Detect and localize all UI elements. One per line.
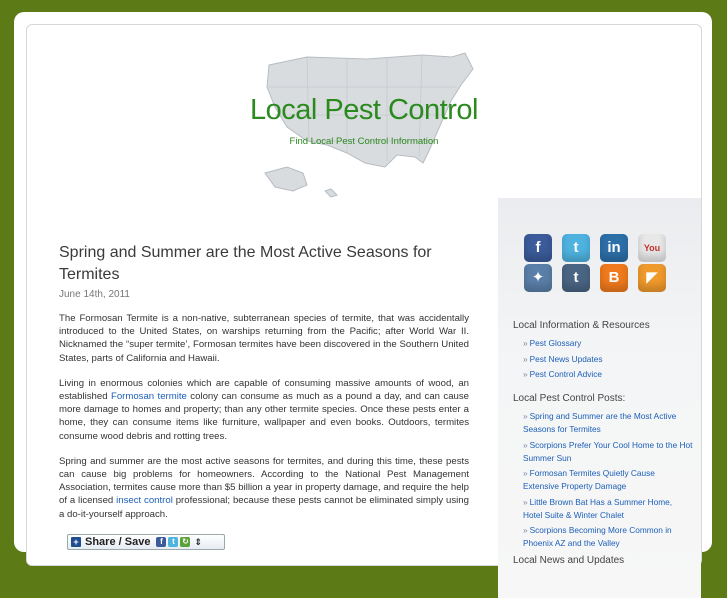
share-icon: ↻ bbox=[182, 537, 189, 546]
chevron-updown-icon: ⇕ bbox=[194, 536, 202, 547]
sidebar-link-label[interactable]: Pest Glossary bbox=[529, 338, 582, 348]
site-header bbox=[27, 25, 701, 200]
paragraph-text: Spring and summer are the most active seasons for termites, and during this time, these pests can cause big problems for homeowners. According to the National Pest Management Association, termites cause more than $5 billion a year in property damage, and require the help of a licensed bbox=[59, 455, 469, 507]
facebook-icon: f bbox=[156, 537, 166, 547]
sidebar-link-label[interactable]: Pest News Updates bbox=[529, 353, 603, 364]
post-link[interactable] bbox=[523, 439, 693, 465]
paragraph-text: Living in enormous colonies which are capable of consuming massive amounts of wood, an established bbox=[59, 377, 469, 403]
posts-title: Local Pest Control Posts: bbox=[513, 393, 626, 404]
linkedin-icon[interactable]: in bbox=[600, 234, 628, 262]
blogger-icon[interactable]: B bbox=[600, 264, 628, 292]
page-frame bbox=[14, 12, 712, 566]
post-link[interactable] bbox=[523, 524, 693, 550]
resource-link[interactable] bbox=[523, 353, 693, 366]
bullet-icon: » bbox=[523, 439, 528, 450]
post-paragraph bbox=[59, 377, 469, 443]
post-content bbox=[59, 242, 469, 521]
rss-icon[interactable]: ◤ bbox=[638, 264, 666, 292]
post-link[interactable] bbox=[523, 496, 693, 522]
twitter-icon[interactable]: t bbox=[562, 234, 590, 262]
sidebar bbox=[498, 198, 701, 598]
plus-icon: + bbox=[71, 537, 81, 547]
sidebar-link-label[interactable]: Pest Control Advice bbox=[529, 369, 603, 379]
resources-list bbox=[523, 337, 693, 384]
post-title[interactable]: Spring and Summer are the Most Active Seasons for Termites bbox=[59, 244, 432, 283]
post-paragraph: The Formosan Termite is a non-native, subterranean species of termite, that was accidentally introduced to the United States, on warships returning from the Pacific; after World War II. Nicknamed the “super termite’, Formosan termites have been discovered in the Southern United States, parts of California and Hawaii. bbox=[59, 313, 469, 364]
myspace-icon[interactable]: ✦ bbox=[524, 264, 552, 292]
resources-title: Local Information & Resources bbox=[513, 320, 650, 331]
bullet-icon: » bbox=[523, 338, 528, 348]
post-link[interactable] bbox=[523, 410, 693, 436]
resource-link[interactable] bbox=[523, 368, 693, 381]
twitter-icon: t bbox=[168, 537, 178, 547]
resource-link[interactable] bbox=[523, 337, 693, 350]
insect-control-link[interactable]: insect control bbox=[116, 495, 173, 507]
sidebar-link-label[interactable]: Scorpions Becoming More Common in Phoenix AZ and the Valley bbox=[523, 525, 672, 548]
share-save-label: Share / Save bbox=[85, 536, 151, 548]
formosan-termite-link[interactable]: Formosan termite bbox=[110, 391, 187, 403]
paragraph-text: professional; because these pests cannot be eliminated simply using a do-it-yourself approach. bbox=[59, 495, 469, 520]
sidebar-link-label[interactable]: Spring and Summer are the Most Active Seasons for Termites bbox=[523, 411, 677, 434]
bullet-icon: » bbox=[523, 468, 528, 478]
post-paragraph bbox=[59, 455, 469, 521]
page-container bbox=[26, 24, 702, 566]
post-link[interactable] bbox=[523, 467, 693, 493]
facebook-icon[interactable]: f bbox=[524, 234, 552, 262]
paragraph-text: colony can consume as much as a pound a day, and can cause more damage to homes and property; than any other termite species. Once these pests enter a home, they can consume items like furniture, wallpaper and even books. Outdoors, termites consume wood debris and rotting trees. bbox=[59, 391, 470, 442]
post-body bbox=[59, 312, 469, 521]
site-title[interactable]: Local Pest Control bbox=[250, 94, 478, 126]
sidebar-link-label[interactable]: Little Brown Bat Has a Summer Home, Hotel Suite & Winter Chalet bbox=[523, 496, 673, 520]
news-title: Local News and Updates bbox=[513, 555, 625, 566]
tumblr-icon[interactable]: t bbox=[562, 264, 590, 292]
bullet-icon: » bbox=[523, 496, 528, 507]
share-save-button[interactable] bbox=[67, 534, 225, 550]
site-tagline: Find Local Pest Control Information bbox=[289, 136, 439, 147]
bullet-icon: » bbox=[523, 369, 528, 379]
sidebar-link-label[interactable]: Scorpions Prefer Your Cool Home to the Hot Summer Sun bbox=[523, 439, 693, 463]
youtube-icon[interactable]: You bbox=[638, 234, 666, 262]
bullet-icon: » bbox=[523, 525, 528, 535]
post-date: June 14th, 2011 bbox=[59, 289, 130, 300]
bullet-icon: » bbox=[523, 411, 528, 421]
bullet-icon: » bbox=[523, 353, 528, 364]
posts-list bbox=[523, 410, 693, 553]
sidebar-link-label[interactable]: Formosan Termites Quietly Cause Extensive Property Damage bbox=[523, 468, 655, 491]
